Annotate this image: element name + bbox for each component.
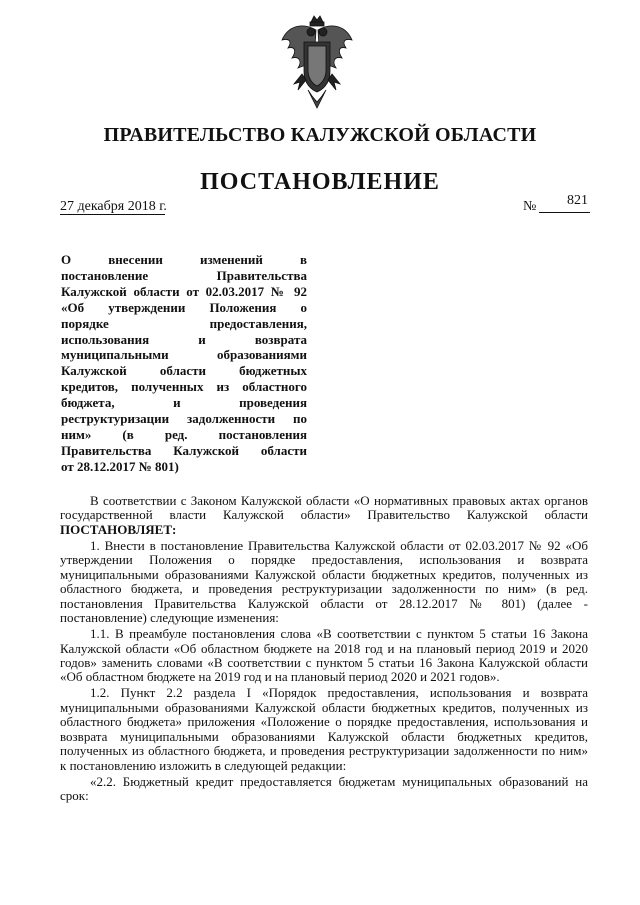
document-type-title: ПОСТАНОВЛЕНИЕ: [200, 169, 440, 195]
paragraph-2-2: «2.2. Бюджетный кредит предоставляется бюджетам муниципальных образований на срок:: [60, 773, 588, 804]
subject-line: Калужской области бюджетных: [61, 363, 307, 379]
paragraph-preamble: [60, 494, 588, 537]
subject-line: реструктуризации задолженности по: [61, 411, 307, 427]
subject-line: «Об утверждении Положения о: [61, 299, 307, 315]
subject-line: муниципальными образованиями: [61, 347, 307, 363]
subject-line: порядке предоставления,: [61, 315, 307, 331]
paragraph-1-2: 1.2. Пункт 2.2 раздела I «Порядок предоставления, использования и возврата муниципальными образованиями Калужской области бюджетных кредитов, полученных из областного бюджета» приложения «Положение о порядке предоставления, использования и возврата муниципальными образованиями Калужской области бюджетных кредитов, полученных из областного бюджета, и проведения реструктуризации задолженности по ним» к постановлению изложить в следующей редакции:: [60, 685, 588, 773]
document-number: 821: [567, 193, 588, 208]
document-number-label: №: [523, 199, 537, 214]
subject-line: постановление Правительства: [61, 267, 307, 283]
subject-line: ним» (в ред. постановления: [61, 426, 307, 442]
subject-line: Правительства Калужской области: [61, 442, 307, 458]
resolves-keyword: ПОСТАНОВЛЯЕТ:: [60, 521, 177, 537]
subject-line: от 28.12.2017 № 801): [61, 458, 179, 474]
document-subject: [61, 252, 307, 475]
government-name: ПРАВИТЕЛЬСТВО КАЛУЖСКОЙ ОБЛАСТИ: [103, 124, 537, 146]
subject-line: бюджета, и проведения: [61, 395, 307, 411]
subject-line: Калужской области от 02.03.2017 № 92: [61, 283, 307, 299]
coat-of-arms-emblem-icon: [278, 12, 356, 114]
document-body: [60, 494, 588, 804]
subject-line: использования и возврата: [61, 331, 307, 347]
date-underline: [60, 214, 165, 215]
paragraph-1-1: 1.1. В преамбуле постановления слова «В соответствии с пунктом 5 статьи 16 Закона Калужской области «Об областном бюджете на 2018 год и на плановый период 2019 и 2020 годов» заменить словами «В соответствии с пунктом 5 статьи 16 Закона Калужской области «Об областном бюджете на 2019 год и на плановый период 2020 и 2021 годов».: [60, 626, 588, 685]
paragraph-1: 1. Внести в постановление Правительства Калужской области от 02.03.2017 № 92 «Об утверждении Положения о порядке предоставления, использования и возврата муниципальными образованиями Калужской области бюджетных кредитов, полученных из областного бюджета, и проведения реструктуризации задолженности по ним» (в ред. постановления Правительства Калужской области от 28.12.2017 № 801) (далее - постановление) следующие изменения:: [60, 537, 588, 626]
subject-line: О внесении изменений в: [61, 252, 307, 267]
document-date: 27 декабря 2018 г.: [60, 199, 167, 214]
number-underline: [539, 212, 590, 213]
preamble-text: В соответствии с Законом Калужской области «О нормативных правовых актах органов государственной власти Калужской области» Правительство Калужской области: [60, 493, 588, 523]
subject-line: кредитов, полученных из областного: [61, 379, 307, 395]
